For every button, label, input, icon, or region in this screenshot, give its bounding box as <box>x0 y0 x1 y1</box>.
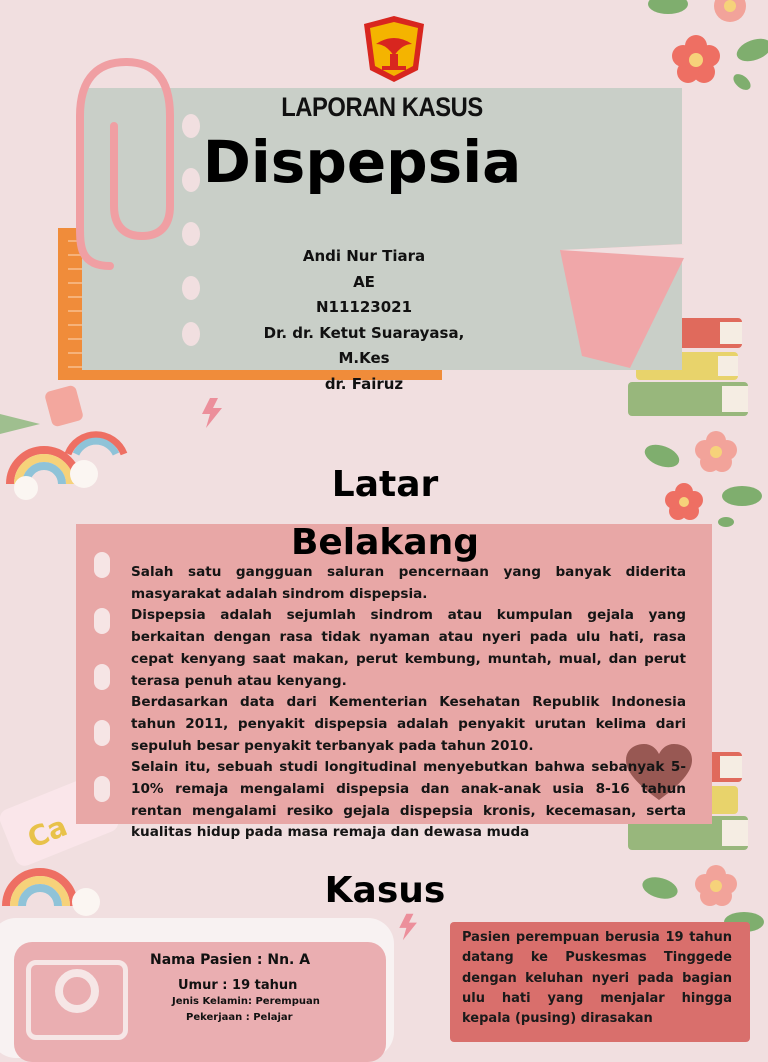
report-label: LAPORAN KASUS <box>281 92 483 122</box>
binder-ring <box>94 720 110 746</box>
lightning-icon <box>394 910 424 944</box>
patient-name: Nama Pasien : Nn. A <box>150 952 311 968</box>
binder-ring <box>94 552 110 578</box>
section-heading-background-line2: Belakang <box>290 522 480 563</box>
supervisor-degree: M.Kes <box>338 349 390 367</box>
background-paragraph: Dispepsia adalah sejumlah sindrom atau kumpulan gejala yang berkaitan dengan rasa tidak nyaman atau nyeri pada ulu hati, rasa cepat kenyang saat makan, perut kembung, muntah, mual, dan perut terasa penuh atau kenyang. <box>131 607 686 689</box>
university-emblem-icon <box>358 14 430 84</box>
binder-hole <box>182 276 200 300</box>
section-heading-case: Kasus <box>324 870 446 911</box>
author-info <box>220 244 508 397</box>
patient-age: Umur : 19 tahun <box>178 978 298 993</box>
floral-decoration-top-right <box>630 0 768 100</box>
patient-occupation: Pekerjaan : Pelajar <box>186 1012 293 1023</box>
background-text <box>131 562 686 844</box>
page-title: Dispepsia <box>202 128 522 196</box>
case-summary-text: Pasien perempuan berusia 19 tahun datang ke Puskesmas Tinggede dengan keluhan nyeri pada bagian ulu hati yang menjalar hingga kepala (pusing) dirasakan <box>462 930 732 1027</box>
binder-hole <box>182 222 200 246</box>
section-heading-background-line1: Latar <box>331 464 439 505</box>
author-initials: AE <box>353 272 375 291</box>
co-supervisor-name: dr. Fairuz <box>324 374 404 393</box>
svg-text:Ca: Ca <box>22 809 72 855</box>
background-paragraph: Berdasarkan data dari Kementerian Kesehatan Republik Indonesia tahun 2011, penyakit dispepsia adalah penyakit urutan kelima dari sepuluh besar penyakit terbanyak pada tahun 2010. <box>131 694 686 754</box>
lightning-icon <box>196 396 230 430</box>
binder-hole <box>182 322 200 346</box>
supervisor-name: Dr. dr. Ketut Suarayasa, <box>263 323 465 342</box>
page-corner-fold <box>560 244 684 368</box>
avatar <box>26 960 128 1040</box>
author-name: Andi Nur Tiara <box>302 247 426 265</box>
user-icon <box>31 965 123 1035</box>
binder-ring <box>94 664 110 690</box>
patient-gender: Jenis Kelamin: Perempuan <box>172 996 320 1007</box>
background-paragraph: Salah satu gangguan saluran pencernaan yang banyak diderita masyarakat adalah sindrom dispepsia. <box>131 564 686 602</box>
rainbow-decoration-left <box>0 384 130 514</box>
binder-ring <box>94 776 110 802</box>
student-id: N11123021 <box>315 298 413 316</box>
binder-ring <box>94 608 110 634</box>
floral-decoration-right <box>636 426 768 536</box>
background-paragraph: Selain itu, sebuah studi longitudinal menyebutkan bahwa sebanyak 5-10% remaja mengalami dispepsia dan anak-anak usia 8-16 tahun rentan mengalami resiko gejala dispepsia kronis, kecemasan, serta kualitas hidup pada masa remaja dan dewasa muda <box>131 759 686 841</box>
